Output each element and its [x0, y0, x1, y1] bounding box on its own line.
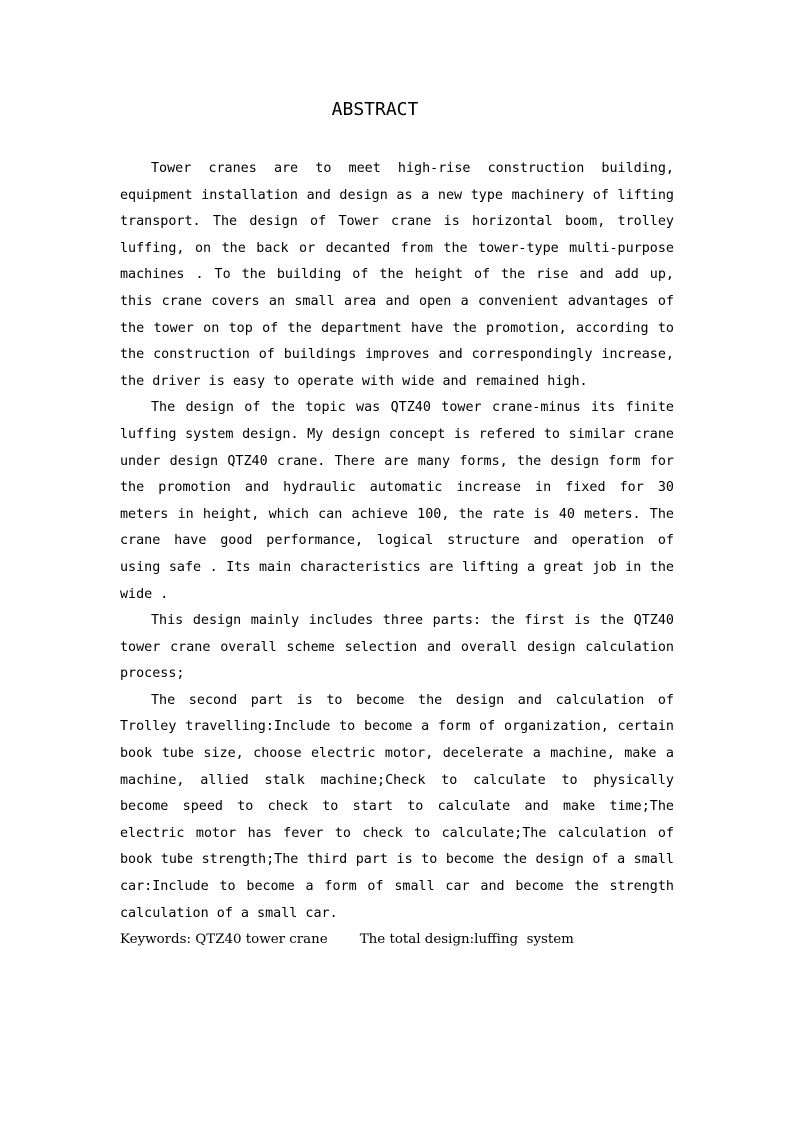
abstract-paragraph-1: Tower cranes are to meet high-rise construction building, equipment installation and design as a new type machinery of lifting transport. The design of Tower crane is horizontal boom, trolley luffing, on the back or decanted from the tower-type multi-purpose machines . To the building of the height of the rise and add up, this crane covers an small area and open a convenient advantages of the tower on top of the department have the promotion, according to the construction of buildings improves and correspondingly increase, the driver is easy to operate with wide and remained high.	[120, 161, 674, 389]
keyword-1: QTZ40 tower crane	[195, 932, 328, 948]
abstract-paragraph-3: This design mainly includes three parts: the first is the QTZ40 tower crane overall scheme selection and overall design calculation process;	[120, 613, 674, 682]
keywords-line	[120, 927, 674, 954]
abstract-paragraph-4: The second part is to become the design and calculation of Trolley travelling:Include to become a form of organization, certain book tube size, choose electric motor, decelerate a machine, make a machine, allied stalk machine;Check to calculate to physically become speed to check to start to calculate and make time;The electric motor has fever to check to calculate;The calculation of book tube strength;The third part is to become the design of a small car:Include to become a form of small car and become the strength calculation of a small car.	[120, 692, 674, 921]
abstract-body	[120, 156, 674, 954]
abstract-paragraph-2: The design of the topic was QTZ40 tower crane-minus its finite luffing system design. My design concept is refered to similar crane under design QTZ40 crane. There are many forms, the design form for the promotion and hydraulic automatic increase in fixed for 30 meters in height, which can achieve 100, the rate is 40 meters. The crane have good performance, logical structure and operation of using safe . Its main characteristics are lifting a great job in the wide .	[120, 400, 674, 602]
keyword-2: The total design:luffing system	[359, 932, 574, 948]
keywords-label: Keywords:	[120, 932, 192, 948]
abstract-title: ABSTRACT	[331, 99, 419, 120]
